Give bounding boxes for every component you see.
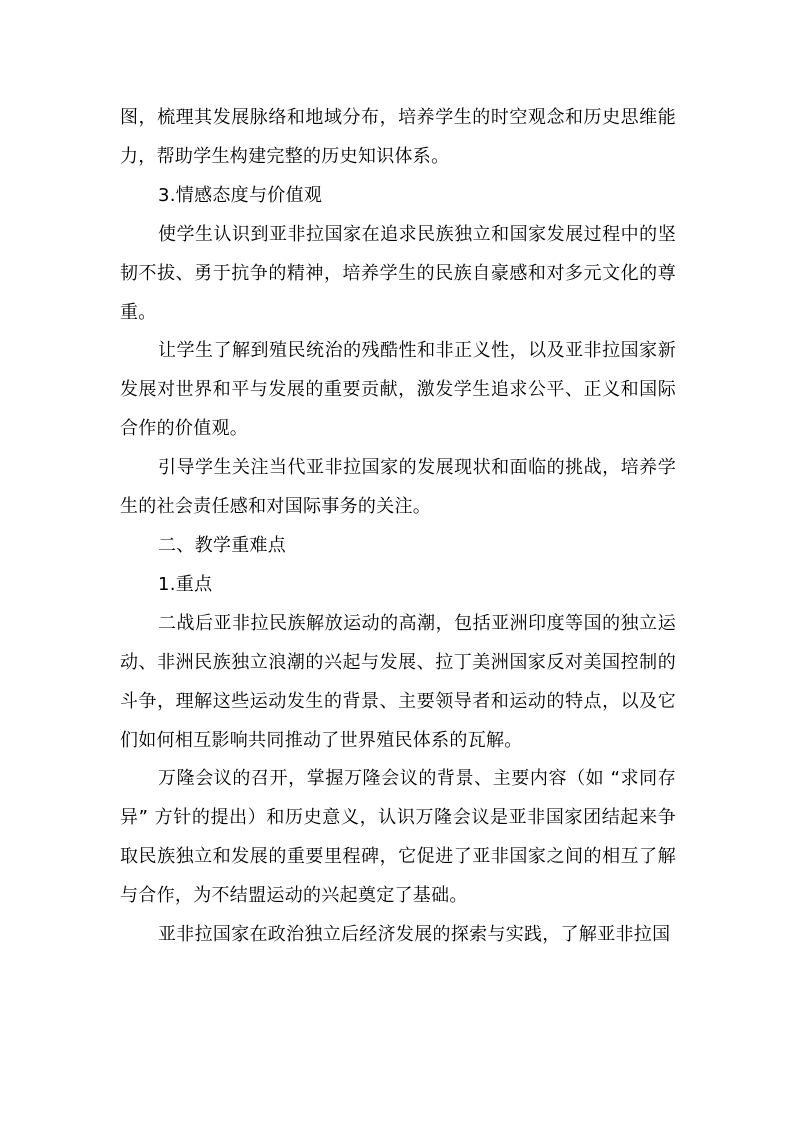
section-heading-key-difficulties: 二、教学重难点 — [158, 534, 287, 556]
paragraph-bandung-conference: 万隆会议的召开，掌握万隆会议的背景、主要内容（如 “求同存异” 方针的提出）和历史意义，认识万隆会议是亚非国家团结起来争取民族独立和发展的重要里程碑，它促进了亚非国家之间的相互了解与合作，为不结盟运动的兴起奠定了基础。 — [120, 768, 676, 907]
paragraph-liberation-movements: 二战后亚非拉民族解放运动的高潮，包括亚洲印度等国的独立运动、非洲民族独立浪潮的兴起与发展、拉丁美洲国家反对美国控制的斗争，理解这些运动发生的背景、主要领导者和运动的特点，以及它们如何相互影响共同推动了世界殖民体系的瓦解。 — [120, 612, 676, 751]
paragraph-continuation: 图，梳理其发展脉络和地域分布，培养学生的时空观念和历史思维能力，帮助学生构建完整的历史知识体系。 — [120, 107, 676, 167]
paragraph-economic-development: 亚非拉国家在政治独立后经济发展的探索与实践，了解亚非拉国 — [158, 924, 671, 946]
paragraph-contemporary-development: 引导学生关注当代亚非拉国家的发展现状和面临的挑战，培养学生的社会责任感和对国际事务的关注。 — [120, 457, 676, 518]
paragraph-colonial-rule: 让学生了解到殖民统治的残酷性和非正义性，以及亚非拉国家新发展对世界和平与发展的重要贡献，激发学生追求公平、正义和国际合作的价值观。 — [120, 340, 676, 440]
section-heading-emotion-values: 3.情感态度与价值观 — [158, 184, 323, 206]
paragraph-perseverance: 使学生认识到亚非拉国家在追求民族独立和国家发展过程中的坚韧不拔、勇于抗争的精神，培养学生的民族自豪感和对多元文化的尊重。 — [120, 223, 676, 323]
document-body — [120, 99, 676, 955]
subheading-key-points: 1.重点 — [158, 573, 213, 595]
